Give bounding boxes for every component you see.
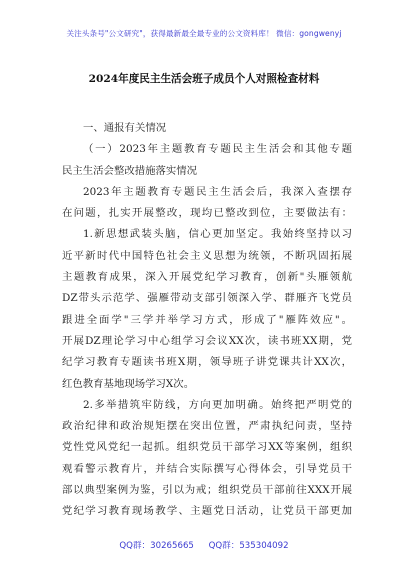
paragraph-line: 近平新时代中国特色社会主义思想为统领，不断巩固拓展 [62,249,352,262]
document-title: 2024年度民主生活会班子成员个人对照检查材料 [88,73,320,85]
paragraph-line: 党性党风党纪一起抓。组织党员干部学习XX等案例，组织 [62,441,352,454]
document-body [62,118,352,523]
paragraph-line: 主题教育成果，深入开展党纪学习教育，创新"头雁领航 [62,271,352,284]
paragraph-line: 党纪学习教育现场教学、主题党日活动，让党员干部更加 [62,505,352,518]
footer-contact [0,539,408,551]
header-banner: 关注头条号"公文研究"，获得最新最全最专业的公文资料库！ 微信：gongwenyj [66,29,342,38]
paragraph-line: DZ带头示范学、强雁带动支部引领深入学、群雁齐飞党员 [62,292,352,305]
subsection-heading-cont: 民主生活会整改措施落实情况 [62,164,198,177]
paragraph-line: 2.多举措筑牢防线，方向更加明确。始终把严明党的 [83,398,352,411]
subsection-heading: （一）2023年主题教育专题民主生活会和其他专题 [83,143,352,156]
qq-group-1: QQ群：30265665 [119,541,194,551]
paragraph-line: 部以典型案例为鉴，引以为戒；组织党员干部前往XXX开展 [62,484,352,497]
qq-group-2: QQ群：535304092 [208,541,289,551]
section-heading: 一、通报有关情况 [83,122,167,134]
paragraph-line: 1.新思想武装头脑，信心更加坚定。我始终坚持以习 [83,228,352,241]
paragraph-line: 开展DZ理论学习中心组学习会议XX次，读书班XX期，党 [62,334,352,347]
paragraph-line: 观看警示教育片，并结合实际撰写心得体会，引导党员干 [62,462,352,475]
paragraph-line: 政治纪律和政治规矩摆在突出位置，严肃执纪问责，坚持 [62,420,352,433]
paragraph-line: 在问题，扎实开展整改，现均已整改到位，主要做法有： [62,207,352,220]
paragraph-line: 红色教育基地现场学习X次。 [62,377,195,390]
paragraph-line: 2023年主题教育专题民主生活会后，我深入查摆存 [83,185,352,198]
paragraph-line: 纪学习教育专题读书班X期，领导班子讲党课共计XX次， [62,356,352,369]
paragraph-line: 跟进全面学"三学并举学习方式，形成了"雁阵效应"。 [62,313,352,326]
